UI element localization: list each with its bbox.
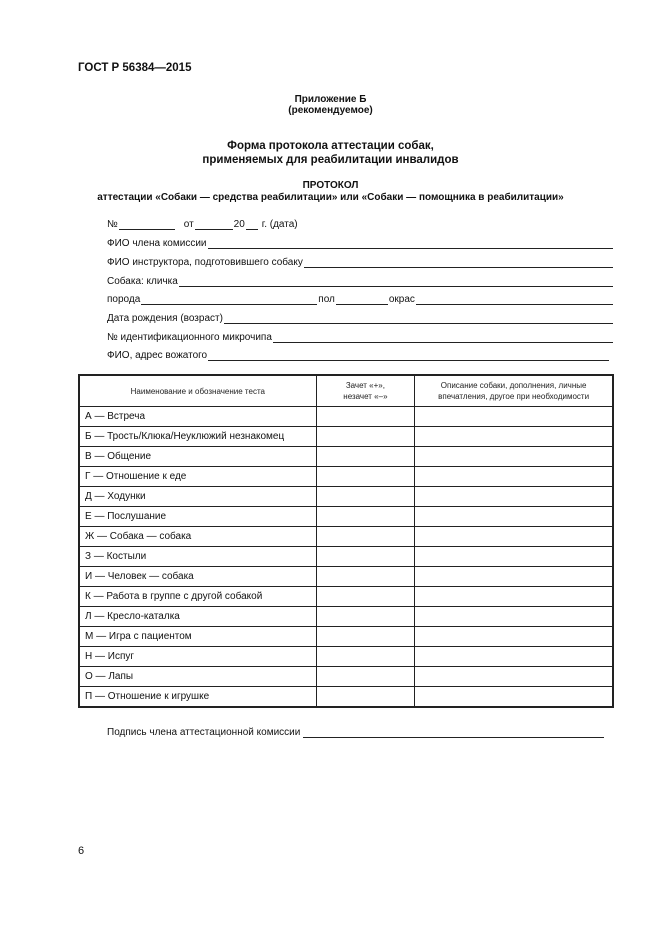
test-name-cell: И — Человек — собака [79,567,316,587]
test-name-cell: Ж — Собака — собака [79,527,316,547]
table-row [79,487,613,507]
protocol-subtitle: аттестации «Собаки — средства реабилитации» или «Собаки — помощника в реабилитации» [97,192,564,203]
pass-cell[interactable] [316,627,415,647]
number-label: № [107,219,118,230]
appendix-title: Приложение Б [294,94,367,105]
description-cell[interactable] [415,667,613,687]
pass-cell[interactable] [316,447,415,467]
number-date-field[interactable] [107,216,307,230]
test-name-cell: Е — Послушание [79,507,316,527]
test-name-cell: В — Общение [79,447,316,467]
pass-cell[interactable] [316,527,415,547]
test-name-cell: А — Встреча [79,407,316,427]
commission-member-label: ФИО члена комиссии [107,238,207,249]
description-cell[interactable] [415,547,613,567]
test-name-cell: П — Отношение к игрушке [79,687,316,708]
pass-cell[interactable] [316,487,415,507]
table-row [79,647,613,667]
header-description: Описание собаки, дополнения, личные впечатления, другое при необходимости [415,375,613,407]
header-pass: Зачет «+», незачет «–» [316,375,415,407]
instructor-label: ФИО инструктора, подготовившего собаку [107,257,303,268]
dog-name-field[interactable] [107,273,614,287]
guide-line[interactable] [208,349,609,361]
birth-date-field[interactable] [107,310,614,324]
description-cell[interactable] [415,467,613,487]
sex-label: пол [318,294,335,305]
birth-date-label: Дата рождения (возраст) [107,313,223,324]
description-cell[interactable] [415,447,613,467]
color-label: окрас [388,294,415,305]
table-row [79,467,613,487]
chip-line[interactable] [273,331,613,343]
test-name-cell: Л — Кресло-каталка [79,607,316,627]
number-line[interactable] [119,218,175,230]
standard-header: ГОСТ Р 56384—2015 [78,62,192,74]
dog-name-label: Собака: кличка [107,276,178,287]
signature-label: Подпись члена аттестационной комиссии [107,727,301,738]
description-cell[interactable] [415,567,613,587]
pass-cell[interactable] [316,547,415,567]
table-row [79,507,613,527]
signature-field[interactable] [107,724,605,738]
test-name-cell: К — Работа в группе с другой собакой [79,587,316,607]
date-from-label: от [183,219,194,230]
appendix-subtitle: (рекомендуемое) [288,105,373,116]
pass-cell[interactable] [316,647,415,667]
sex-line[interactable] [336,293,388,305]
test-name-cell: О — Лапы [79,667,316,687]
table-row [79,547,613,567]
description-cell[interactable] [415,487,613,507]
signature-line[interactable] [303,726,604,738]
table-row [79,567,613,587]
guide-field[interactable] [107,347,610,361]
instructor-field[interactable] [107,254,614,268]
guide-label: ФИО, адрес вожатого [107,350,208,361]
description-cell[interactable] [415,427,613,447]
pass-cell[interactable] [316,507,415,527]
year-line[interactable] [246,218,258,230]
description-cell[interactable] [415,507,613,527]
table-row [79,587,613,607]
table-row [79,687,613,708]
test-name-cell: Н — Испуг [79,647,316,667]
year-suffix-label: г. (дата) [261,219,298,230]
description-cell[interactable] [415,527,613,547]
table-header-row [79,375,613,407]
pass-cell[interactable] [316,687,415,708]
pass-cell[interactable] [316,587,415,607]
description-cell[interactable] [415,607,613,627]
test-name-cell: Д — Ходунки [79,487,316,507]
test-table [78,374,614,708]
commission-member-line[interactable] [208,237,614,249]
description-cell[interactable] [415,627,613,647]
pass-cell[interactable] [316,607,415,627]
table-row [79,427,613,447]
test-name-cell: Б — Трость/Клюка/Неуклюжий незнакомец [79,427,316,447]
description-cell[interactable] [415,647,613,667]
dog-name-line[interactable] [179,275,613,287]
chip-label: № идентификационного микрочипа [107,332,272,343]
table-row [79,627,613,647]
protocol-title: ПРОТОКОЛ [302,180,359,191]
pass-cell[interactable] [316,467,415,487]
year-prefix-label: 20 [233,219,245,230]
pass-cell[interactable] [316,427,415,447]
commission-member-field[interactable] [107,235,614,249]
breed-sex-color-field[interactable] [107,291,614,305]
date-line[interactable] [195,218,233,230]
breed-line[interactable] [141,293,317,305]
test-name-cell: З — Костыли [79,547,316,567]
pass-cell[interactable] [316,407,415,427]
form-title-line2: применяемых для реабилитации инвалидов [202,154,459,166]
description-cell[interactable] [415,587,613,607]
test-name-cell: Г — Отношение к еде [79,467,316,487]
table-row [79,607,613,627]
form-title-line1: Форма протокола аттестации собак, [227,140,434,152]
instructor-line[interactable] [304,256,613,268]
color-line[interactable] [416,293,613,305]
breed-label: порода [107,294,141,305]
birth-date-line[interactable] [224,312,613,324]
pass-cell[interactable] [316,567,415,587]
test-name-cell: М — Игра с пациентом [79,627,316,647]
header-test-name: Наименование и обозначение теста [79,375,316,407]
table-row [79,527,613,547]
table-row [79,447,613,467]
description-cell[interactable] [415,407,613,427]
page-number: 6 [78,845,85,857]
chip-field[interactable] [107,329,614,343]
table-row [79,667,613,687]
table-row [79,407,613,427]
pass-cell[interactable] [316,667,415,687]
description-cell[interactable] [415,687,613,708]
